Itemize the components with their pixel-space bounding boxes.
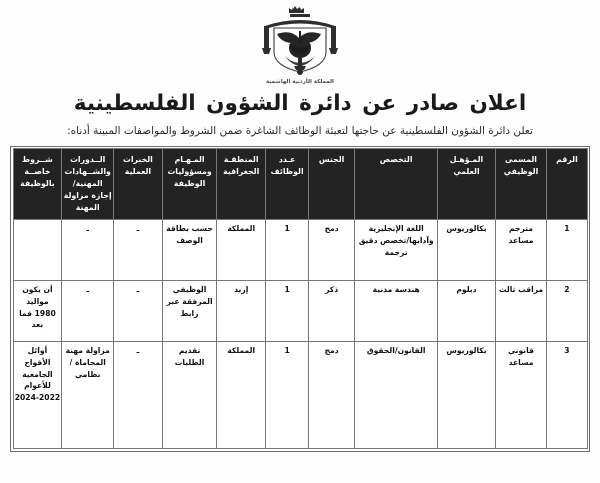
column-header-certificates: الــدورات والشــهادات المهنية/إجازة مزاولة المهنة	[62, 149, 114, 220]
cell-gender: دمج	[309, 342, 355, 449]
cell-specialization: هندسة مدنية	[355, 281, 438, 342]
cell-number: 2	[547, 281, 587, 342]
cell-certificates: ـ	[62, 281, 114, 342]
table-row	[13, 281, 587, 342]
column-header-conditions: شــروط خاصــة بالوظيفة	[13, 149, 62, 220]
column-header-number: الرقم	[547, 149, 587, 220]
table-row	[13, 342, 587, 449]
cell-job-title: مراقب ثالث	[495, 281, 547, 342]
announcement-subtitle: تعلن دائرة الشؤون الفلسطينية عن حاجتها لتعبئة الوظائف الشاغرة ضمن الشروط والمواصفات المبينة أدناه:	[67, 125, 533, 137]
cell-certificates: مزاولة مهنة المحاماة /نظامي	[62, 342, 114, 449]
cell-tasks: تقديم الطلبات	[162, 342, 217, 449]
cell-qualification: دبلوم	[438, 281, 495, 342]
emblem-container	[0, 0, 600, 85]
column-header-qualification: المـؤهـل العلمي	[438, 149, 495, 220]
cell-specialization: اللغة الإنجليزية وآدابها/تخصص دقيق ترجمة	[355, 220, 438, 281]
cell-conditions: أوائل الأفواج الجامعية للأعوام 2022-2024	[13, 342, 62, 449]
cell-job-count: 1	[266, 281, 309, 342]
cell-number: 3	[547, 342, 587, 449]
cell-number: 1	[547, 220, 587, 281]
cell-region: إربد	[217, 281, 266, 342]
cell-conditions: أن يكون مواليد 1980 فما بعد	[13, 281, 62, 342]
cell-experience: ـ	[114, 220, 163, 281]
cell-job-title: قانوني مساعد	[495, 342, 547, 449]
table-header-row	[13, 149, 587, 220]
cell-specialization: القانون/الحقوق	[355, 342, 438, 449]
cell-experience: ـ	[114, 281, 163, 342]
cell-conditions	[13, 220, 62, 281]
cell-job-count: 1	[266, 220, 309, 281]
column-header-experience: الخبرات العملية	[114, 149, 163, 220]
cell-tasks: حسب بطاقة الوصف	[162, 220, 217, 281]
emblem-caption: المملكة الأردنية الهاشمية	[266, 79, 334, 85]
cell-gender: ذكر	[309, 281, 355, 342]
cell-region: المملكة	[217, 342, 266, 449]
column-header-job-title: المسمى الوظيفي	[495, 149, 547, 220]
cell-tasks: الوظيفي المرفقة عبر رابط	[162, 281, 217, 342]
cell-region: المملكة	[217, 220, 266, 281]
cell-certificates: ـ	[62, 220, 114, 281]
cell-qualification: بكالوريوس	[438, 220, 495, 281]
page-title: اعلان صادر عن دائرة الشؤون الفلسطينية	[73, 91, 527, 116]
column-header-gender: الجنس	[309, 149, 355, 220]
cell-gender: دمج	[309, 220, 355, 281]
jobs-table	[13, 148, 588, 449]
cell-job-title: مترجم مساعد	[495, 220, 547, 281]
column-header-specialization: التخصص	[355, 149, 438, 220]
cell-experience: ـ	[114, 342, 163, 449]
table-row	[13, 220, 587, 281]
column-header-tasks: المـهـام ومسؤوليات الوظيفة	[162, 149, 217, 220]
cell-qualification: بكالوريوس	[438, 342, 495, 449]
column-header-region: المنطقـة الجغرافية	[217, 149, 266, 220]
jobs-table-container	[10, 146, 590, 452]
jordanian-hashemite-crown-emblem-icon	[245, 6, 355, 78]
column-header-job-count: عـدد الوظائف	[266, 149, 309, 220]
cell-job-count: 1	[266, 342, 309, 449]
